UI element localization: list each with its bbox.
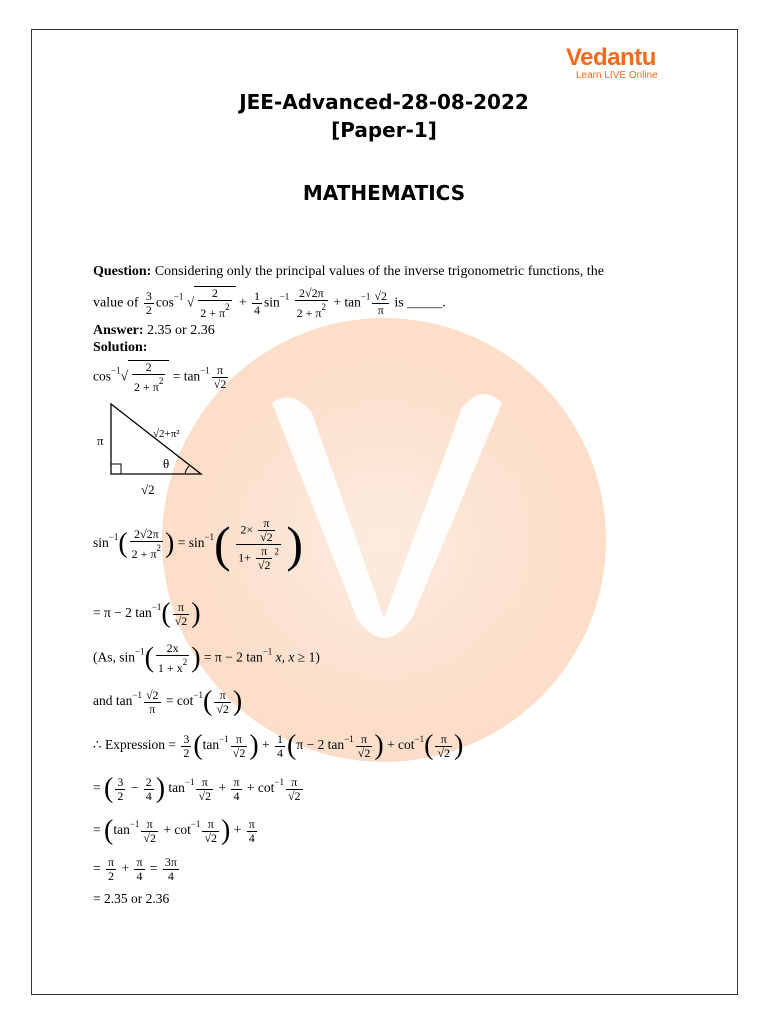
answer-line: Answer: 2.35 or 2.36	[93, 323, 215, 338]
solution-step-3: = π − 2 $\tan^{-1}$( $\frac{\pi}{√2}$ )	[93, 598, 201, 629]
solution-step-5: and $\tan^{-1}$ $\frac{√2}{\pi}$ = $\cot^{-1}$( $\frac{\pi}{√2}$ )	[93, 686, 243, 717]
solution-step-2: $\sin^{-1}$( $\frac{2√2\pi}{2 + \pi^2}$ ) = $\sin^{-1}$( 2× $\frac{\pi}{√2}$ 1+ $\frac{\pi}{√2}$ $^2$ )	[93, 515, 303, 572]
solution-step-1: $\cos^{-1}√$ $\frac{2}{2 + \pi^2}$ = $\tan^{-1}$ $\frac{\pi}{√2}$	[93, 360, 227, 394]
solution-step-9: = $\frac{\pi}{2}$ + $\frac{\pi}{4}$ = $\frac{3\pi}{4}$	[93, 855, 177, 883]
question-line-1: Question: Considering only the principal values of the inverse trigonometric functions, the	[93, 264, 604, 279]
solution-step-8: = ($\tan^{-1}$ $\frac{\pi}{√2}$ + $\cot^{-1}$ $\frac{\pi}{√2}$ ) + $\frac{\pi}{4}$	[93, 815, 255, 846]
question-expression: value of $\frac{3}{2}$ $\cos^{-1}$ √ $\frac{2}{2 + \pi^2}$ + $\frac{1}{4}$ $\sin^{-1}$ $\frac{2√2\pi}{2 + \pi^2}$ + $\tan^{-1}$ $\frac{√2}{\pi}$ is _____.	[93, 286, 446, 320]
solution-step-7: = ( $\frac{3}{2}$ − $\frac{2}{4}$ ) $\tan^{-1}$ $\frac{\pi}{√2}$ + $\frac{\pi}{4}$ + $\cot^{-1}$ $\frac{\pi}{√2}$	[93, 773, 301, 804]
triangle-hyp-label: √2+π²	[153, 428, 180, 440]
vedantu-logo: Vedantu Learn LIVE Online	[566, 44, 658, 81]
solution-step-6: ∴ Expression = $\frac{3}{2}$ ($\tan^{-1}$ $\frac{\pi}{√2}$ ) + $\frac{1}{4}$ (π − 2 $\tan^{-1}$ $\frac{\pi}{√2}$ ) + $\cot^{-1}$( $\frac{\pi}{√2}$ )	[93, 730, 464, 761]
triangle-base-label: √2	[141, 482, 155, 497]
paper-title: [Paper-1]	[331, 118, 437, 142]
exam-title: JEE-Advanced-28-08-2022	[239, 90, 529, 114]
solution-step-4: (As, $\sin^{-1}$( $\frac{2x}{1 + x^2}$ ) = π − 2 $\tan^{-1} x$, x ≥ 1)	[93, 641, 320, 675]
right-triangle-diagram	[93, 400, 208, 500]
solution-final: = 2.35 or 2.36	[93, 891, 170, 906]
solution-label: Solution:	[93, 340, 148, 355]
triangle-vertical-label: π	[97, 433, 104, 448]
triangle-angle-label: θ	[163, 456, 170, 471]
subject-title: MATHEMATICS	[302, 181, 466, 205]
